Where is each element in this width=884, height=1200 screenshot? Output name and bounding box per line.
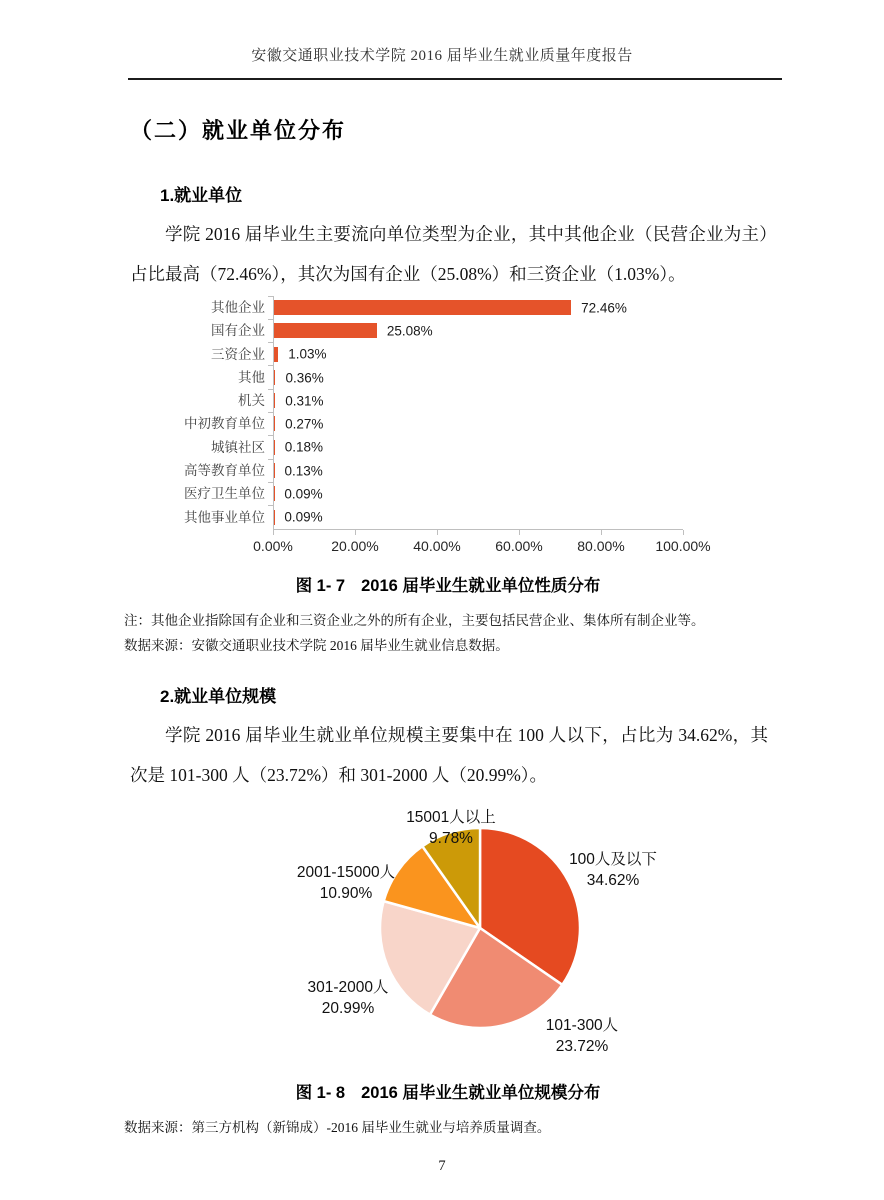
bar-category-label: 其他 xyxy=(238,369,265,385)
x-axis-tick-label: 20.00% xyxy=(331,537,379,554)
figure-1-caption xyxy=(130,572,766,596)
bar-chart-x-axis xyxy=(253,529,711,560)
figure-2-caption-title: 2016 届毕业生就业单位规模分布 xyxy=(361,1083,601,1102)
bar xyxy=(274,370,275,385)
bar-track xyxy=(273,389,684,412)
bar-value-label: 1.03% xyxy=(288,346,327,362)
x-axis-tick xyxy=(601,530,602,535)
bar-row xyxy=(130,459,690,482)
pie-label-value: 9.78% xyxy=(429,829,473,847)
bar-row xyxy=(130,319,690,342)
bar-track xyxy=(273,436,684,459)
bar-chart-rows xyxy=(130,296,690,529)
x-axis-tick-label: 60.00% xyxy=(495,537,543,554)
figure-2-source: 数据来源：第三方机构（新锦成）-2016 届毕业生就业与培养质量调查。 xyxy=(124,1119,551,1135)
x-axis-tick xyxy=(437,530,438,535)
bar-category-label: 中初教育单位 xyxy=(184,416,265,432)
bar-category-label: 医疗卫生单位 xyxy=(184,486,265,502)
paragraph-1: 学院 2016 届毕业生主要流向单位类型为企业，其中其他企业（民营企业为主）占比最高（72.46%），其次为国有企业（25.08%）和三资企业（1.03%）。 xyxy=(130,224,768,284)
bar-value-label: 0.13% xyxy=(284,463,323,479)
bar xyxy=(274,463,275,478)
bar xyxy=(274,323,377,338)
bar-row xyxy=(130,389,690,412)
bar-category-label: 机关 xyxy=(238,393,265,409)
pie-label xyxy=(376,807,526,849)
bar-row xyxy=(130,412,690,435)
bar-track xyxy=(273,482,684,505)
pie-chart xyxy=(0,805,884,1067)
bar-row xyxy=(130,506,690,529)
bar xyxy=(274,486,275,501)
bar-track xyxy=(273,296,684,319)
x-axis-tick-label: 100.00% xyxy=(655,537,711,554)
bar-chart xyxy=(130,296,711,560)
bar-category-label: 城镇社区 xyxy=(211,439,265,455)
bar-category-label: 其他事业单位 xyxy=(184,509,265,525)
bar-track xyxy=(273,412,684,435)
bar-row xyxy=(130,343,690,366)
bar-category-label: 其他企业 xyxy=(211,300,265,315)
pie-label-name: 15001人以上 xyxy=(406,808,496,826)
bar-track xyxy=(273,506,684,529)
pie-label-name: 101-300人 xyxy=(545,1016,619,1034)
bar xyxy=(274,416,275,431)
bar-track xyxy=(273,459,684,482)
bar-row xyxy=(130,482,690,505)
x-axis-tick-label: 0.00% xyxy=(253,537,293,554)
page-header-title: 安徽交通职业技术学院 2016 届毕业生就业质量年度报告 xyxy=(251,48,633,64)
bar-track xyxy=(273,319,684,342)
figure-2-caption xyxy=(130,1079,766,1103)
bar-value-label: 0.09% xyxy=(284,486,323,502)
pie-label-name: 301-2000人 xyxy=(307,978,389,996)
figure-1-caption-label: 图 1- 7 xyxy=(295,576,346,595)
figure-1-caption-title: 2016 届毕业生就业单位性质分布 xyxy=(361,576,601,595)
subsection-1-heading: 1.就业单位 xyxy=(160,186,243,205)
header-rule xyxy=(128,78,782,80)
bar-category-label: 高等教育单位 xyxy=(184,463,265,479)
section-heading: （二）就业单位分布 xyxy=(130,118,347,143)
pie-label-value: 34.62% xyxy=(586,871,640,889)
bar-row xyxy=(130,436,690,459)
bar-value-label: 0.31% xyxy=(285,393,324,409)
bar-value-label: 0.09% xyxy=(284,509,323,525)
bar-row xyxy=(130,296,690,319)
bar xyxy=(274,440,275,455)
figure-1-notes xyxy=(124,608,774,658)
bar-category-label: 三资企业 xyxy=(211,346,265,362)
pie-label xyxy=(538,849,688,891)
pie-label-value: 23.72% xyxy=(555,1037,609,1055)
bar-value-label: 72.46% xyxy=(581,300,627,316)
figure-1-source: 数据来源：安徽交通职业技术学院 2016 届毕业生就业信息数据。 xyxy=(124,637,509,653)
bar-row xyxy=(130,366,690,389)
x-axis-tick-label: 40.00% xyxy=(413,537,461,554)
pie-label-value: 10.90% xyxy=(319,884,373,902)
bar xyxy=(274,393,275,408)
bar xyxy=(274,510,275,525)
bar-category-label: 国有企业 xyxy=(211,323,265,339)
pie-label-name: 100人及以下 xyxy=(569,850,657,868)
bar-value-label: 0.27% xyxy=(285,416,324,432)
page-number: 7 xyxy=(438,1157,446,1174)
bar-track xyxy=(273,343,684,366)
figure-2-caption-label: 图 1- 8 xyxy=(295,1083,346,1102)
pie-label xyxy=(273,977,423,1019)
paragraph-2: 学院 2016 届毕业生就业单位规模主要集中在 100 人以下，占比为 34.62%，其次是 101-300 人（23.72%）和 301-2000 人（20.99%）。 xyxy=(130,724,768,785)
bar-track xyxy=(273,366,684,389)
x-axis-tick xyxy=(519,530,520,535)
pie-label-value: 20.99% xyxy=(321,999,375,1017)
x-axis-tick xyxy=(273,530,274,535)
pie-label xyxy=(507,1015,657,1057)
subsection-2-heading: 2.就业单位规模 xyxy=(160,686,277,706)
bar-value-label: 0.18% xyxy=(284,439,324,455)
bar-value-label: 25.08% xyxy=(386,323,433,339)
figure-1-note: 注：其他企业指除国有企业和三资企业之外的所有企业，主要包括民营企业、集体所有制企业等。 xyxy=(124,612,705,628)
pie-label xyxy=(271,862,421,904)
pie-label-name: 2001-15000人 xyxy=(296,863,396,881)
x-axis-tick xyxy=(355,530,356,535)
x-axis-tick xyxy=(683,530,684,535)
bar xyxy=(274,300,571,315)
bar xyxy=(274,347,278,362)
x-axis-tick-label: 80.00% xyxy=(577,537,625,554)
figure-2-notes xyxy=(124,1115,774,1140)
bar-value-label: 0.36% xyxy=(285,370,324,386)
